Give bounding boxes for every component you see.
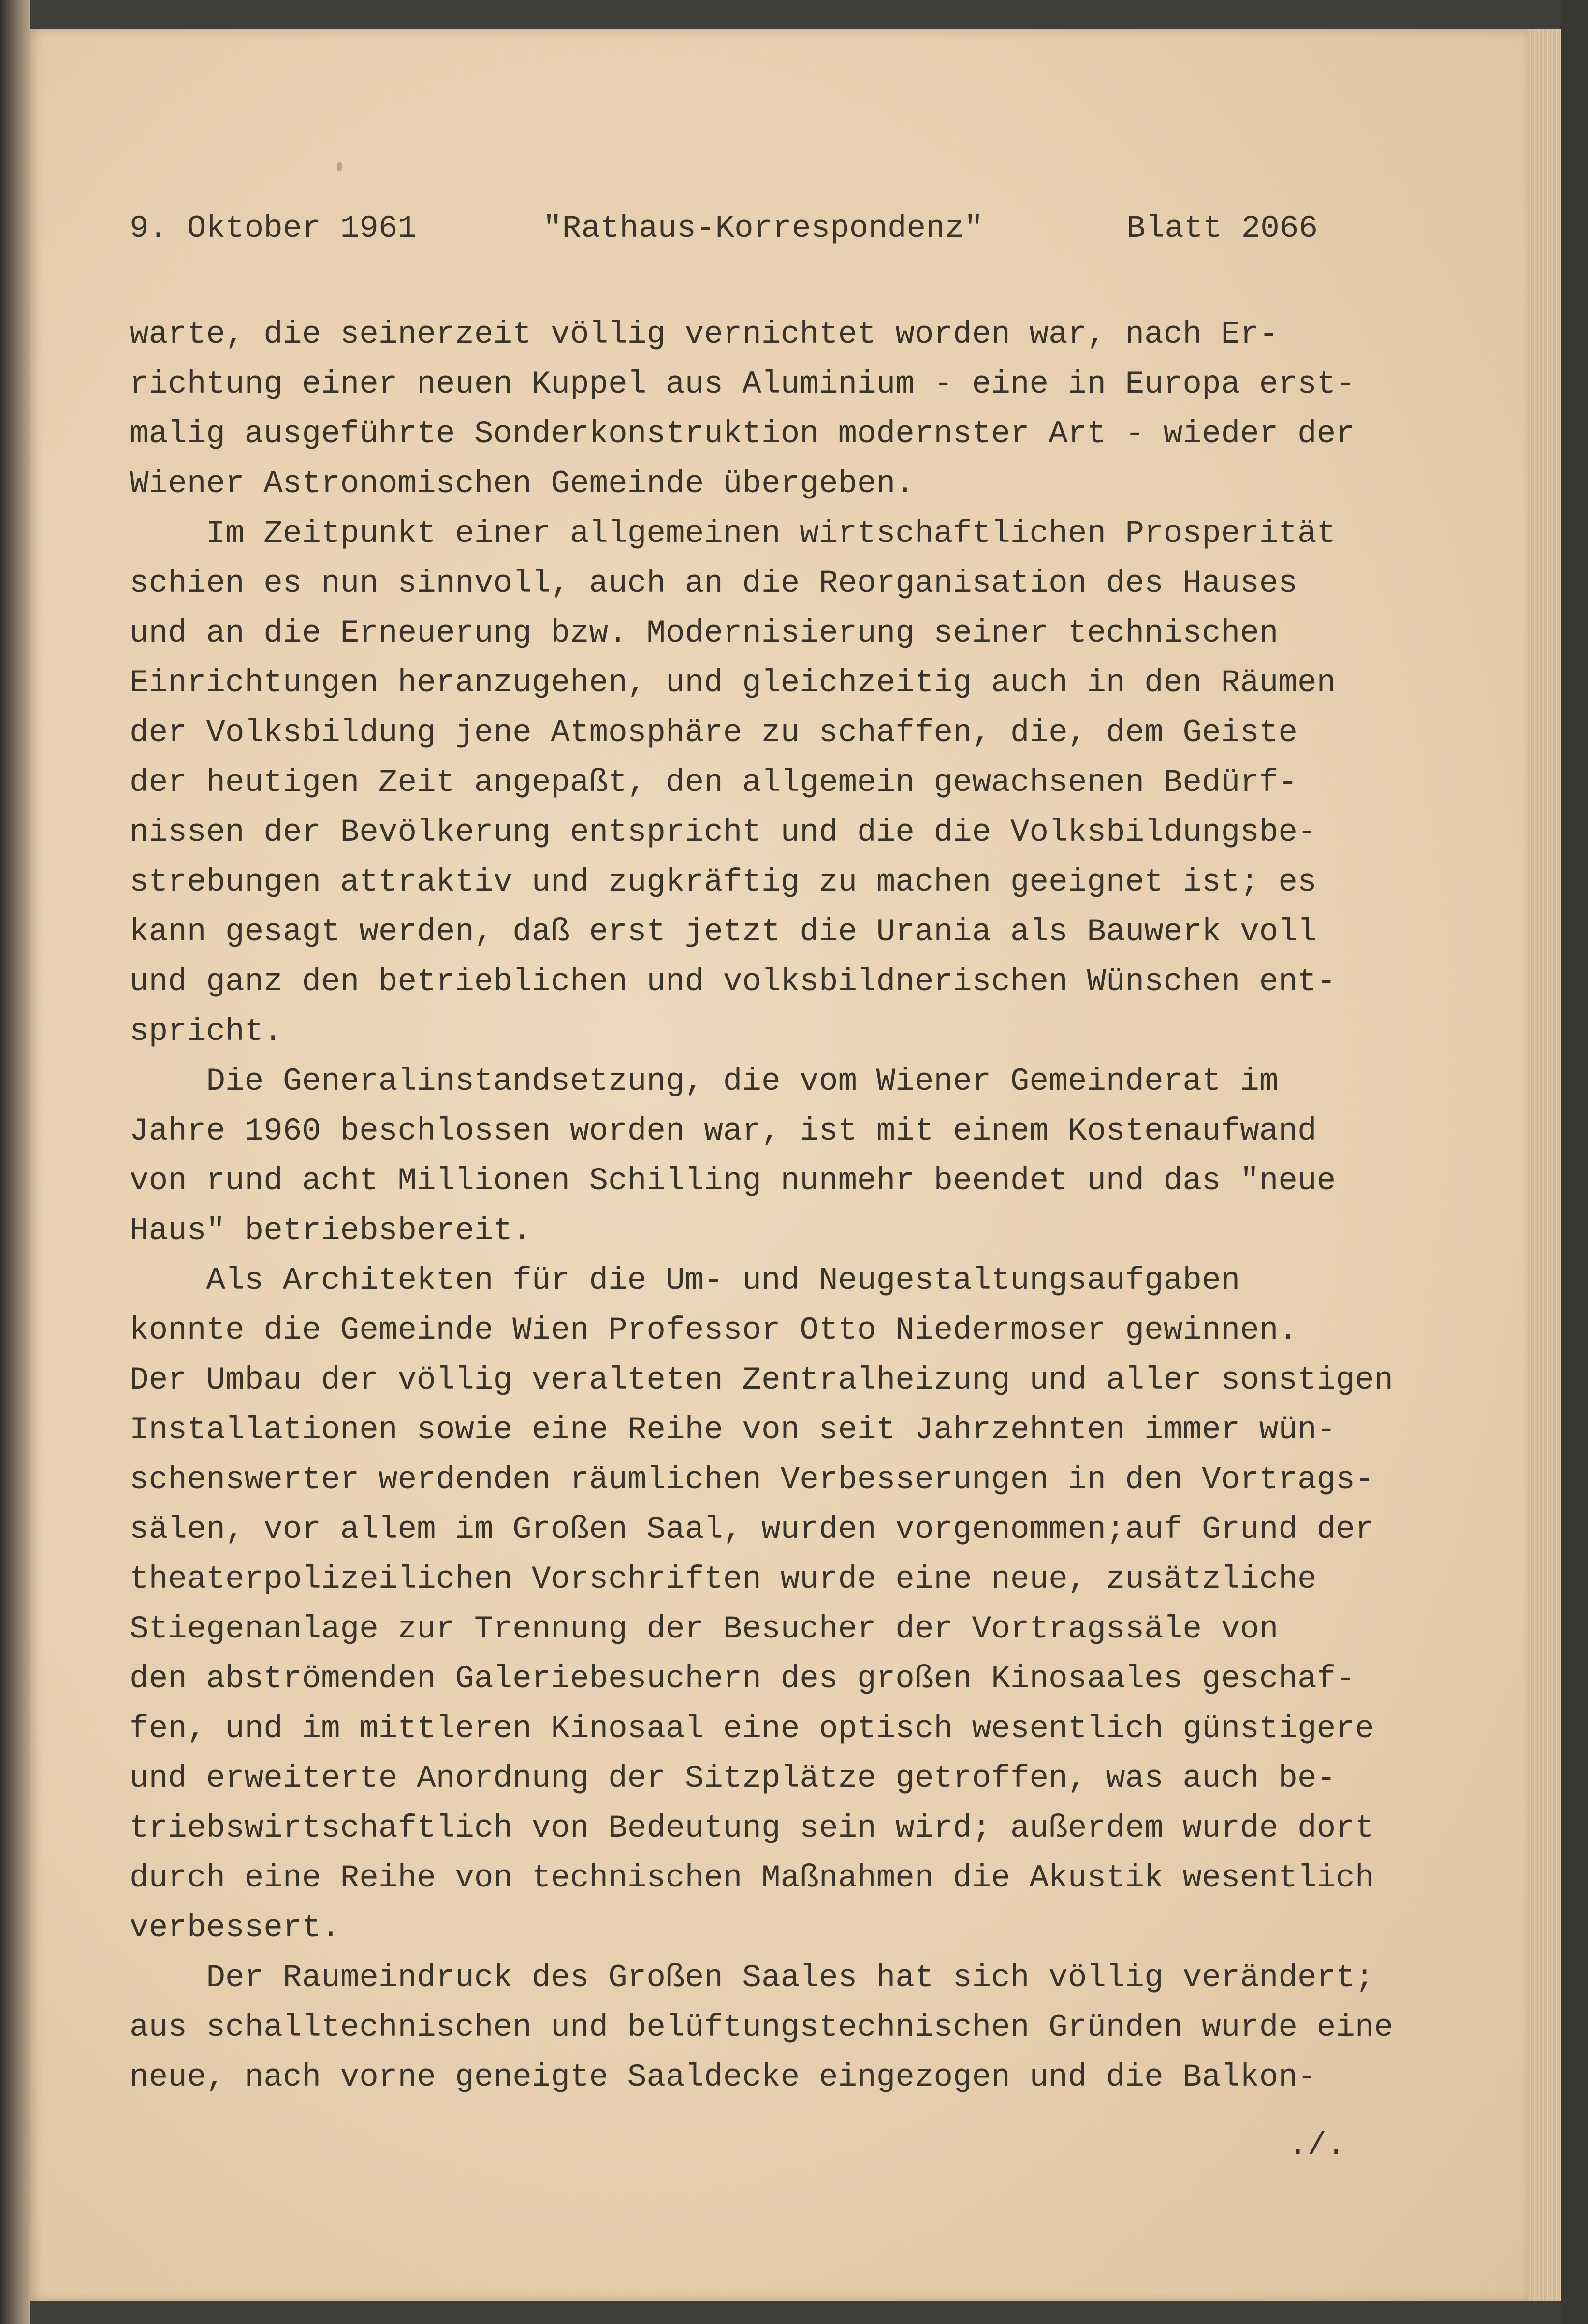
text-line: malig ausgeführte Sonderkonstruktion modernster Art - wieder der <box>130 416 1355 452</box>
text-line: aus schalltechnischen und belüftungstechnischen Gründen wurde eine <box>130 2009 1394 2046</box>
header-date: 9. Oktober 1961 <box>130 210 417 247</box>
header-publication: "Rathaus-Korrespondenz" <box>543 210 983 247</box>
body-text <box>130 309 1435 2102</box>
text-line: konnte die Gemeinde Wien Professor Otto Niedermoser gewinnen. <box>130 1312 1297 1348</box>
text-line: Jahre 1960 beschlossen worden war, ist mit einem Kostenaufwand <box>130 1113 1317 1149</box>
text-line: Als Architekten für die Um- und Neugestaltungsaufgaben <box>130 1262 1240 1299</box>
text-line: Wiener Astronomischen Gemeinde übergeben. <box>130 466 915 502</box>
text-line: den abströmenden Galeriebesuchern des großen Kinosaales geschaf- <box>130 1661 1355 1697</box>
text-line: Die Generalinstandsetzung, die vom Wiener Gemeinderat im <box>130 1063 1279 1099</box>
text-line: Der Raumeindruck des Großen Saales hat sich völlig verändert; <box>130 1959 1374 1996</box>
text-line: sälen, vor allem im Großen Saal, wurden vorgenommen;auf Grund der <box>130 1511 1374 1548</box>
text-line: Im Zeitpunkt einer allgemeinen wirtschaftlichen Prosperität <box>130 515 1336 552</box>
text-line: Stiegenanlage zur Trennung der Besucher der Vortragssäle von <box>130 1611 1279 1647</box>
header-sheet-number: Blatt 2066 <box>1126 210 1318 247</box>
text-line: und erweiterte Anordnung der Sitzplätze getroffen, was auch be- <box>130 1760 1336 1797</box>
text-line: strebungen attraktiv und zugkräftig zu machen geeignet ist; es <box>130 864 1317 900</box>
text-line: neue, nach vorne geneigte Saaldecke eingezogen und die Balkon- <box>130 2059 1317 2095</box>
text-line: fen, und im mittleren Kinosaal eine optisch wesentlich günstigere <box>130 1710 1374 1747</box>
scan-background <box>1561 0 1588 2324</box>
text-line: schien es nun sinnvoll, auch an die Reorganisation des Hauses <box>130 565 1297 601</box>
page-stack-edge <box>1528 29 1561 2301</box>
text-line: richtung einer neuen Kuppel aus Aluminium - eine in Europa erst- <box>130 366 1355 402</box>
paper-speck <box>337 162 342 171</box>
text-line: theaterpolizeilichen Vorschriften wurde eine neue, zusätzliche <box>130 1561 1317 1597</box>
text-line: von rund acht Millionen Schilling nunmehr beendet und das "neue <box>130 1163 1336 1199</box>
text-line: nissen der Bevölkerung entspricht und die die Volksbildungsbe- <box>130 814 1317 850</box>
continuation-mark: ./. <box>1288 2127 1346 2163</box>
text-line: und an die Erneuerung bzw. Modernisierung seiner technischen <box>130 615 1279 651</box>
text-line: Einrichtungen heranzugehen, und gleichzeitig auch in den Räumen <box>130 665 1336 701</box>
text-line: der Volksbildung jene Atmosphäre zu schaffen, die, dem Geiste <box>130 715 1297 751</box>
text-line: durch eine Reihe von technischen Maßnahmen die Akustik wesentlich <box>130 1860 1374 1896</box>
text-line: verbessert. <box>130 1910 340 1946</box>
text-line: Haus" betriebsbereit. <box>130 1213 532 1249</box>
text-line: triebswirtschaftlich von Bedeutung sein wird; außerdem wurde dort <box>130 1810 1374 1846</box>
text-line: schenswerter werdenden räumlichen Verbesserungen in den Vortrags- <box>130 1462 1374 1498</box>
book-binding-edge <box>0 0 30 2324</box>
text-line: Installationen sowie eine Reihe von seit Jahrzehnten immer wün- <box>130 1412 1336 1448</box>
text-line: der heutigen Zeit angepaßt, den allgemein gewachsenen Bedürf- <box>130 764 1297 801</box>
text-line: Der Umbau der völlig veralteten Zentralheizung und aller sonstigen <box>130 1362 1394 1398</box>
text-line: spricht. <box>130 1013 283 1050</box>
text-line: und ganz den betrieblichen und volksbildnerischen Wünschen ent- <box>130 964 1336 1000</box>
text-line: warte, die seinerzeit völlig vernichtet worden war, nach Er- <box>130 316 1279 352</box>
text-line: kann gesagt werden, daß erst jetzt die Urania als Bauwerk voll <box>130 914 1317 950</box>
